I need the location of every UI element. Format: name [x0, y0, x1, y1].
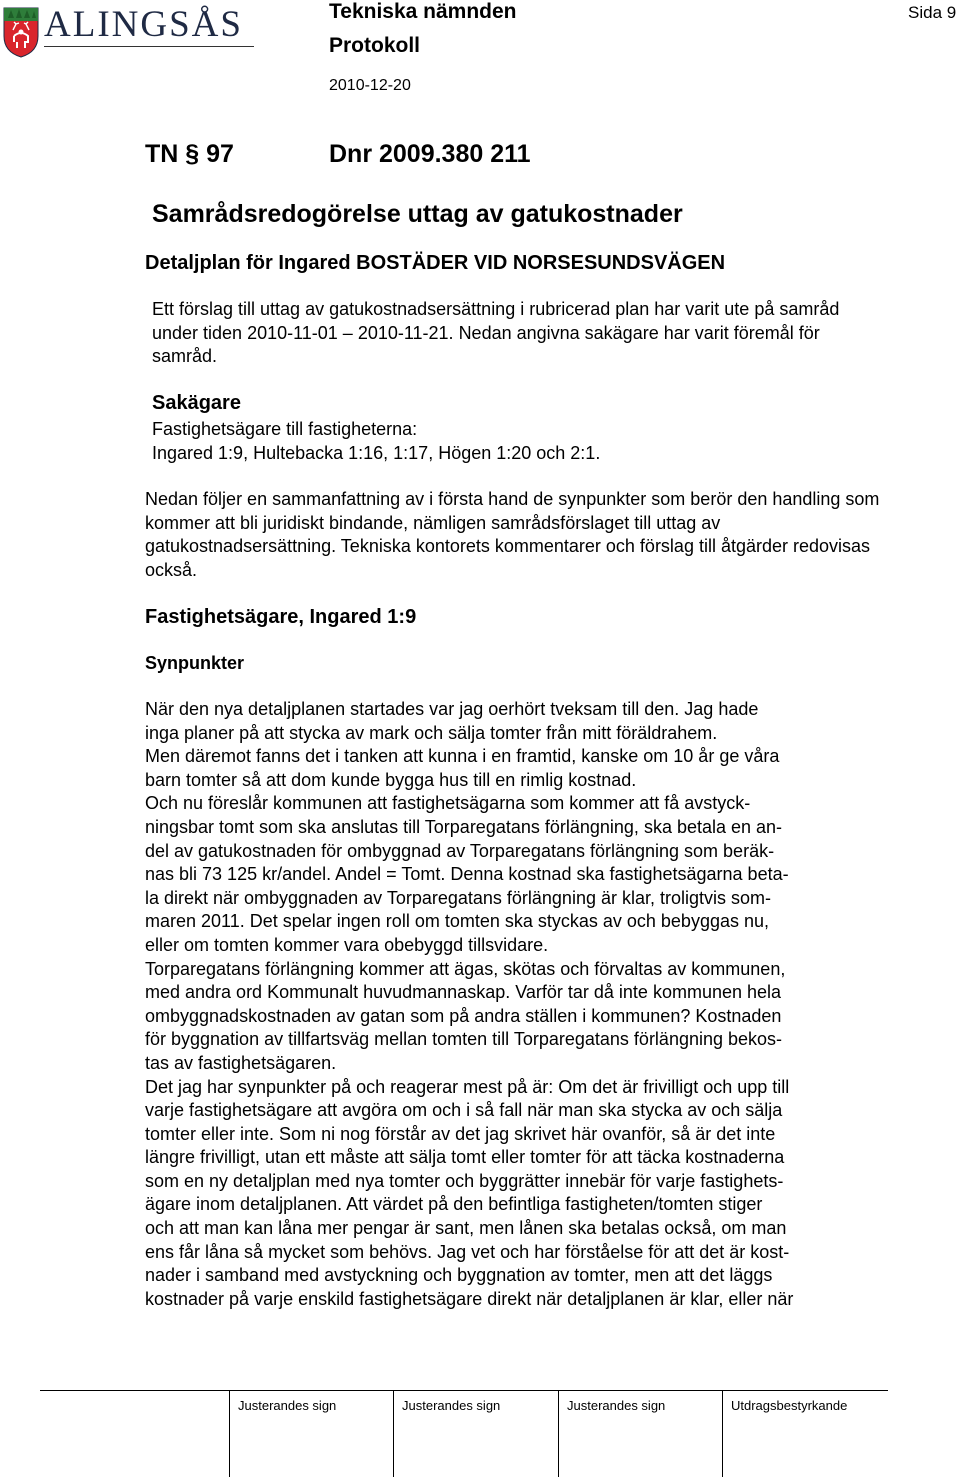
synpunkter-heading: Synpunkter [145, 653, 245, 673]
body-line: för byggnation av tillfartsväg mellan tomten till Torparegatans förlängning bekos- [145, 1029, 783, 1050]
body-line: la direkt när ombyggnaden av Torparegatans förlängning är klar, troligtvis som- [145, 887, 772, 908]
body-line: Men däremot fanns det i tanken att kunna i en framtid, kanske om 10 år ge våra [145, 746, 780, 767]
sakagare-list [152, 418, 882, 465]
committee-name: Tekniska nämnden [329, 0, 517, 23]
footer-sign-label-2: Justerandes sign [402, 1398, 501, 1413]
logo-underline [44, 46, 254, 47]
coat-of-arms-icon [2, 6, 40, 58]
meeting-date: 2010-12-20 [329, 77, 411, 94]
body-line: längre frivilligt, utan ett måste att sälja tomt eller tomter för att täcka kostnaderna [145, 1147, 785, 1168]
footer-sign-label-3: Justerandes sign [567, 1398, 666, 1413]
body-line: Torparegatans förlängning kommer att ägas, skötas och förvaltas av kommunen, [145, 958, 786, 979]
body-line: som en ny detaljplan med nya tomter och byggrätter innebär för varje fastighets- [145, 1170, 784, 1191]
body-line: varje fastighetsägare att avgöra om och i så fall när man ska stycka av och sälja [145, 1100, 783, 1121]
page-number: Sida 9 [908, 3, 957, 22]
synpunkter-body [145, 698, 890, 1311]
logo-wordmark: ALINGSÅS [44, 4, 243, 45]
intro-paragraph: Ett förslag till uttag av gatukostnadsersättning i rubricerad plan har varit ute på samråd under tiden 2010-11-01 – 2010-11-21. Nedan angivna sakägare har varit föremål för samråd. [152, 299, 840, 367]
summary-paragraph: Nedan följer en sammanfattning av i första hand de synpunkter som berör den handling som kommer att bli juridiskt bindande, nämligen samrådsförslaget till uttag av gatukostnadsersättning. Tekniska kontorets kommentarer och förslag till åtgärder redovisas också. [145, 489, 880, 580]
body-line: tas av fastighetsägaren. [145, 1052, 337, 1073]
body-line: Och nu föreslår kommunen att fastighetsägarna som kommer att få avstyck- [145, 793, 751, 814]
plan-heading: Detaljplan för Ingared BOSTÄDER VID NORSESUNDSVÄGEN [145, 252, 726, 274]
body-line: barn tomter så att dom kunde bygga hus till en rimlig kostnad. [145, 769, 637, 790]
body-line: ningsbar tomt som ska anslutas till Torparegatans förlängning, ska betala en an- [145, 816, 783, 837]
sakagare-line-2: Ingared 1:9, Hultebacka 1:16, 1:17, Högen 1:20 och 2:1. [152, 442, 601, 463]
body-line: inga planer på att stycka av mark och sälja tomter från mitt föräldrahem. [145, 722, 718, 743]
paragraph-number: TN § 97 [145, 140, 234, 168]
body-line: kostnader på varje enskild fastighetsägare direkt när detaljplanen är klar, eller när [145, 1288, 794, 1309]
body-line: ägare inom detaljplanen. Att värdet på den befintliga fastigheten/tomten stiger [145, 1194, 763, 1215]
body-line: och att man kan låna mer pengar är sant, men lånen ska betalas också, om man [145, 1218, 787, 1239]
body-line: När den nya detaljplanen startades var jag oerhört tveksam till den. Jag hade [145, 699, 759, 719]
body-line: nader i samband med avstyckning och byggnation av tomter, men att det läggs [145, 1265, 773, 1286]
body-line: ombyggnadskostnaden av gatan som på andra ställen i kommunen? Kostnaden [145, 1005, 782, 1026]
body-line: maren 2011. Det spelar ingen roll om tomten ska styckas av och bebyggas nu, [145, 911, 769, 932]
owner-heading: Fastighetsägare, Ingared 1:9 [145, 606, 417, 628]
sakagare-line-1: Fastighetsägare till fastigheterna: [152, 419, 418, 439]
sakagare-heading: Sakägare [152, 392, 241, 414]
body-line: ens får låna så mycket som behövs. Jag vet och har förståelse för att det är kost- [145, 1241, 790, 1262]
document-type: Protokoll [329, 34, 421, 57]
body-line: nas bli 73 125 kr/andel. Andel = Tomt. Denna kostnad ska fastighetsägarna beta- [145, 864, 789, 885]
body-line: Det jag har synpunkter på och reagerar mest på är: Om det är frivilligt och upp till [145, 1076, 790, 1097]
body-line: med andra ord Kommunalt huvudmannaskap. Varför tar då inte kommunen hela [145, 982, 782, 1003]
body-line: tomter eller inte. Som ni nog förstår av det jag skrivet här ovanför, så är det inte [145, 1123, 776, 1144]
document-title: Samrådsredogörelse uttag av gatukostnader [152, 200, 683, 228]
footer-extract-label: Utdragsbestyrkande [731, 1398, 848, 1413]
footer-extract-box [722, 1391, 889, 1477]
body-line: eller om tomten kommer vara obebyggd tillsvidare. [145, 934, 549, 955]
footer-sign-box-3 [558, 1391, 723, 1477]
municipality-logo [0, 0, 258, 62]
footer-sign-box-2 [393, 1391, 558, 1477]
footer-sign-box-1 [229, 1391, 394, 1477]
footer-sign-label-1: Justerandes sign [238, 1398, 337, 1413]
diary-number: Dnr 2009.380 211 [329, 140, 531, 168]
body-line: del av gatukostnaden för ombyggnad av Torparegatans förlängning som beräk- [145, 840, 775, 861]
